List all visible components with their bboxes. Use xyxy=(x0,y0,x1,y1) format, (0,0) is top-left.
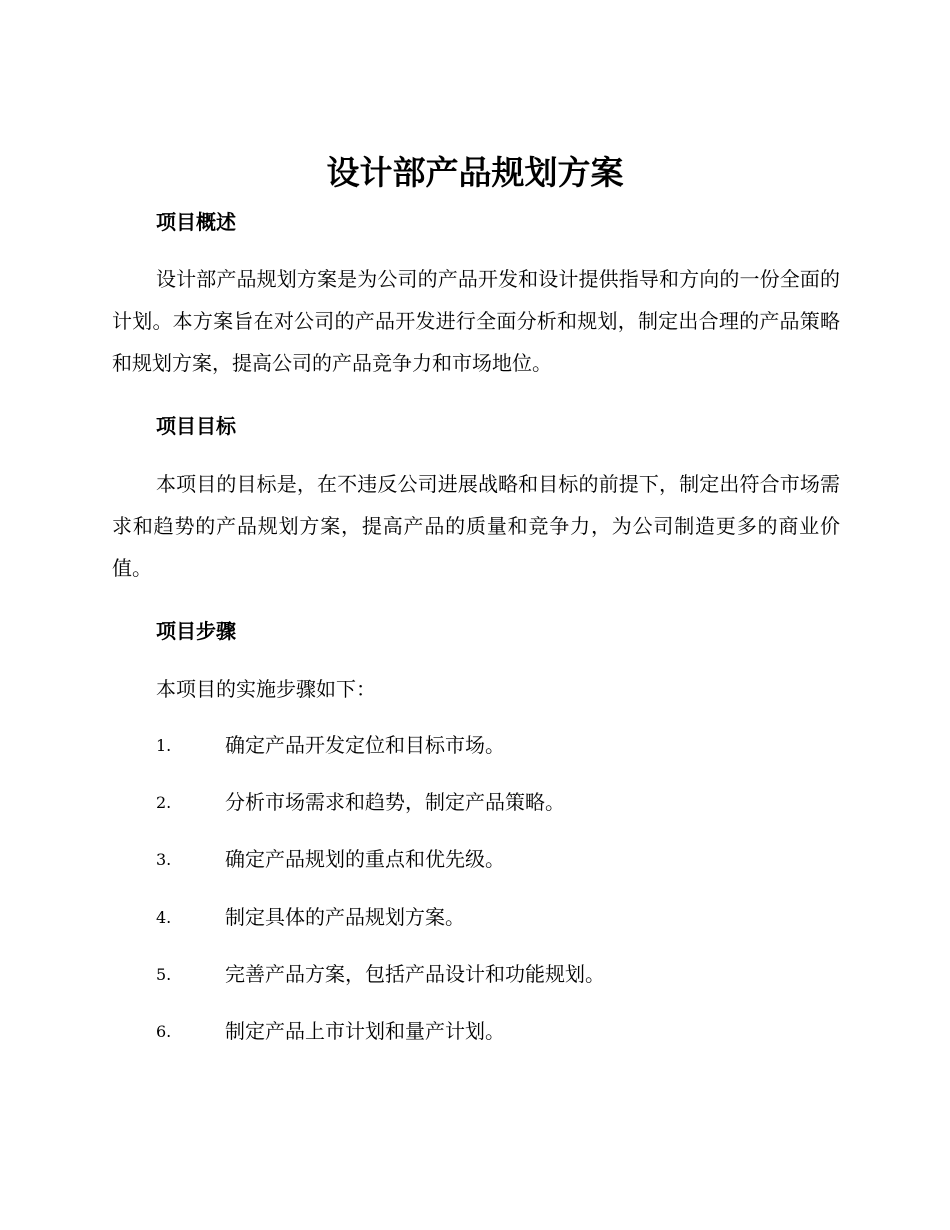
list-item-text: 确定产品开发定位和目标市场。 xyxy=(225,733,505,757)
list-item-text: 确定产品规划的重点和优先级。 xyxy=(225,847,505,871)
list-item xyxy=(156,845,856,875)
list-item xyxy=(156,960,856,990)
list-item-number: 5. xyxy=(156,965,172,984)
list-item-number: 2. xyxy=(156,793,172,812)
steps-intro: 本项目的实施步骤如下： xyxy=(156,677,376,701)
list-item-text: 制定具体的产品规划方案。 xyxy=(225,905,465,929)
list-item xyxy=(156,1017,856,1047)
list-item-text: 制定产品上市计划和量产计划。 xyxy=(225,1019,505,1043)
section-body-goals: 本项目的目标是，在不违反公司进展战略和目标的前提下，制定出符合市场需求和趋势的产品规划方案，提高产品的质量和竞争力，为公司制造更多的商业价值。 xyxy=(112,472,840,580)
list-item-text: 分析市场需求和趋势，制定产品策略。 xyxy=(225,790,565,814)
section-heading-steps: 项目步骤 xyxy=(156,619,236,643)
document-title: 设计部产品规划方案 xyxy=(326,153,624,192)
list-item-text: 完善产品方案，包括产品设计和功能规划。 xyxy=(225,962,605,986)
list-item xyxy=(156,788,856,818)
list-item-number: 6. xyxy=(156,1022,172,1041)
list-item-number: 4. xyxy=(156,908,172,927)
list-item xyxy=(156,903,856,933)
section-heading-overview: 项目概述 xyxy=(156,210,236,234)
list-item-number: 3. xyxy=(156,850,172,869)
section-heading-goals: 项目目标 xyxy=(156,414,236,438)
list-item-number: 1. xyxy=(156,736,172,755)
section-body-overview: 设计部产品规划方案是为公司的产品开发和设计提供指导和方向的一份全面的计划。本方案旨在对公司的产品开发进行全面分析和规划，制定出合理的产品策略和规划方案，提高公司的产品竞争力和市场地位。 xyxy=(112,267,840,375)
list-item xyxy=(156,731,856,761)
